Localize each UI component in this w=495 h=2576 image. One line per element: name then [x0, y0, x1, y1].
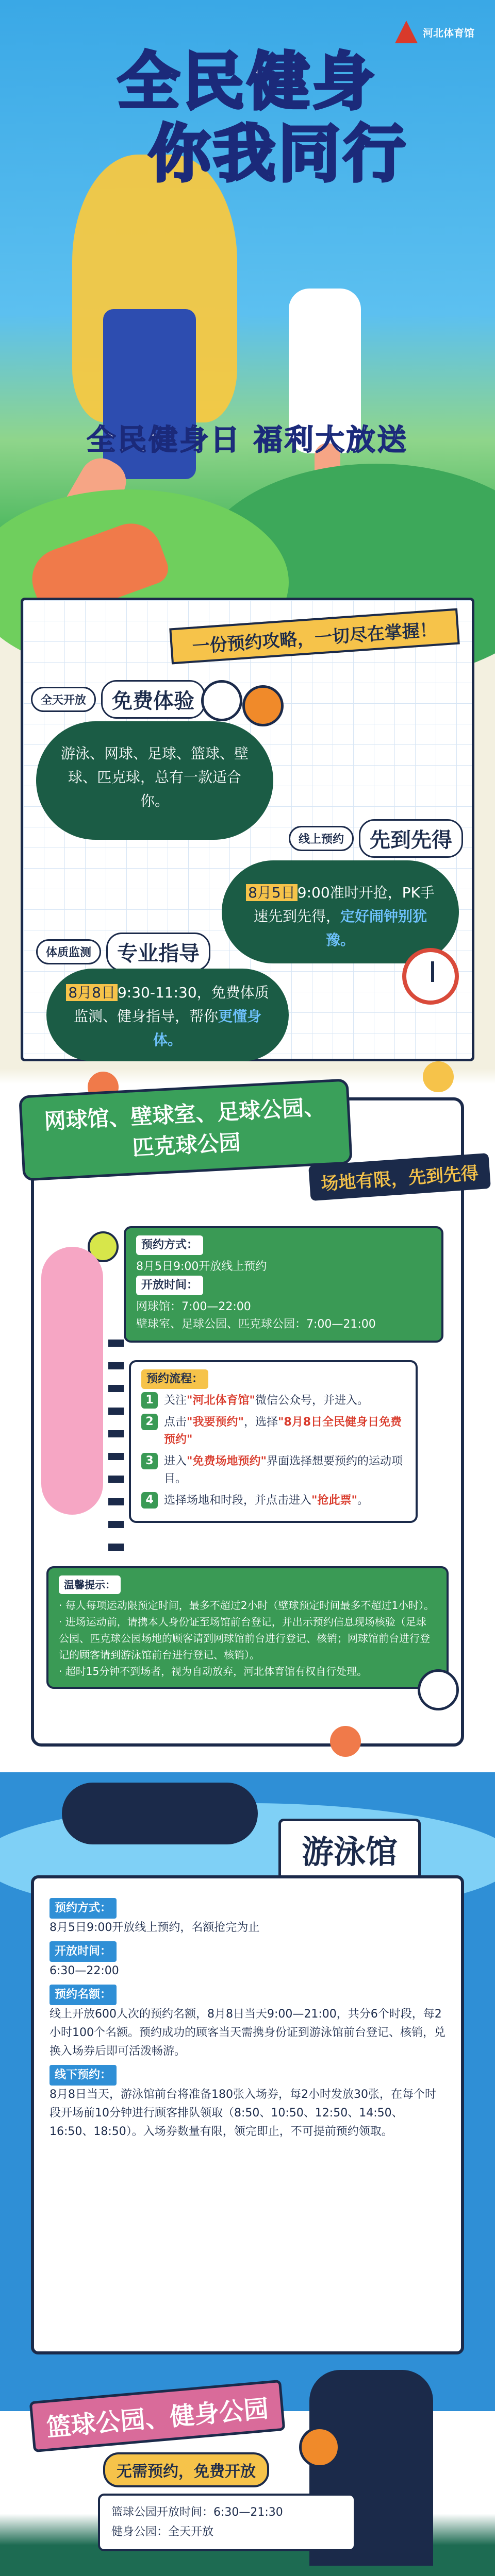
courts-section-title: 网球馆、壁球室、足球公园、匹克球公园	[19, 1078, 353, 1181]
checkup-background	[0, 2566, 495, 2576]
book-body-link: 定好闹钟别犹豫。	[325, 908, 427, 948]
hero-title	[31, 46, 464, 191]
courts-tip: · 每人每项运动限预定时间，最多不超过2小时（壁球预定时间最多不超过1小时）。	[59, 1599, 435, 1612]
logo	[395, 21, 474, 43]
courts-step	[141, 1392, 405, 1410]
courts-step	[141, 1453, 405, 1488]
courts-booking-method: 8月5日9:00开放线上预约	[136, 1260, 267, 1273]
book-cloud	[222, 860, 459, 963]
step-number: 1	[141, 1392, 158, 1409]
swim-offline-label: 线下预约：	[50, 2065, 117, 2086]
step-text: 选择场地和时段，并点击进入	[164, 1494, 312, 1507]
step-text: ，选择	[243, 1416, 278, 1429]
park-free-tag: 无需预约，免费开放	[103, 2452, 269, 2487]
swim-offline: 8月8日当天，游泳馆前台将准备180张入场券，每2小时发放30张，在每个时段开场前10分钟进行顾客排队领取（8:50、10:50、12:50、14:50、16:50、18:50）。入场券数量有限，领完即止，不可提前预约领取。	[50, 2088, 436, 2138]
check-body: 9:30-11:30，免费体质监测、健身指导，帮你	[73, 984, 269, 1025]
courts-booking-label: 预约方式：	[136, 1235, 203, 1255]
step-highlight: "免费场地预约"	[187, 1455, 267, 1468]
check-date: 8月8日	[66, 984, 118, 1001]
flower-decoration	[330, 1726, 361, 1757]
swim-quota: 线上开放600人次的预约名额，8月8日当天9:00—21:00，共分6个时段，每2小时100个名额。预约成功的顾客当天需携身份证到游泳馆前台登记、核销，兑换入场券后即可活泼畅游。	[50, 2008, 446, 2058]
book-tag	[289, 819, 463, 858]
hero-title-line2: 你我同行	[148, 118, 408, 190]
hero-subtitle-text: 全民健身日 福利大放送	[87, 423, 408, 457]
swim-section-title: 游泳馆	[278, 1819, 421, 1880]
park-section-title: 篮球公园、健身公园	[29, 2380, 286, 2452]
free-cloud	[36, 721, 273, 840]
check-cloud	[46, 969, 289, 1061]
check-tag-big: 专业指导	[106, 933, 210, 971]
park-time-1: 篮球公园开放时间：6:30—21:30	[111, 2506, 283, 2519]
logo-text: 河北体育馆	[423, 26, 474, 39]
hero-title-line1: 全民健身	[118, 46, 377, 118]
step-text: 。	[357, 1494, 369, 1507]
book-tag-small: 线上预约	[289, 826, 354, 851]
soccer-ball-icon	[418, 1669, 459, 1710]
book-body: 9:00准时开抢，PK手速先到先得，	[253, 884, 435, 925]
check-tag	[36, 933, 210, 971]
swim-open: 6:30—22:00	[50, 1964, 119, 1977]
notebook-rings	[108, 1340, 124, 1566]
overview-banner-text: 一份预约攻略，一切尽在掌握！	[191, 619, 438, 657]
check-tag-small: 体质监测	[36, 939, 101, 964]
soccer-ball-icon	[201, 680, 242, 721]
courts-tip: · 超时15分钟不到场者，视为自动放弃，河北体育馆有权自行处理。	[59, 1665, 368, 1677]
step-text: 界面选择想要预约的运动项目。	[164, 1455, 403, 1485]
free-tag	[31, 680, 205, 719]
step-number: 3	[141, 1453, 158, 1469]
step-highlight: "河北体育馆"	[187, 1394, 255, 1407]
step-highlight: "8月8日全民健身日免费预约"	[164, 1416, 402, 1446]
tennis-player-illustration	[41, 1247, 103, 1515]
step-text: 点击	[164, 1416, 187, 1429]
courts-process-label: 预约流程：	[141, 1369, 208, 1389]
courts-tips-note	[46, 1566, 449, 1689]
basketball-icon	[242, 685, 284, 726]
hero-subtitle	[31, 417, 464, 459]
swim-info-card	[31, 1875, 464, 2354]
courts-tip: · 进场运动前，请携本人身份证至场馆前台登记，并出示预约信息现场核验（足球公园、匹克球公园场地的顾客请到网球馆前台进行登记、核销；网球馆前台进行登记的顾客请到游泳馆前台进行登记、核销）。	[59, 1616, 430, 1661]
free-tag-small: 全天开放	[31, 687, 96, 712]
step-text: 关注	[164, 1394, 187, 1407]
swimmer-illustration	[62, 1783, 258, 1844]
courts-booking-note	[124, 1226, 443, 1343]
step-highlight: "抢此票"	[311, 1494, 357, 1507]
courts-open-time-2: 壁球室、足球公园、匹克球公园：7:00—21:00	[136, 1318, 376, 1331]
book-date: 8月5日	[246, 884, 298, 901]
book-tag-big: 先到先得	[359, 819, 463, 858]
courts-tips-label: 温馨提示：	[59, 1575, 121, 1594]
step-highlight: "我要预约"	[187, 1416, 244, 1429]
courts-step	[141, 1414, 405, 1449]
step-number: 4	[141, 1492, 158, 1509]
courts-section-tag: 场地有限，先到先得	[308, 1153, 491, 1201]
flower-decoration	[423, 1061, 454, 1092]
basketball-icon	[299, 2427, 340, 2468]
check-body-link: 更懂身体。	[153, 1008, 262, 1048]
logo-mark-icon	[395, 21, 418, 43]
alarm-clock-icon	[402, 948, 459, 1005]
swim-quota-label: 预约名额：	[50, 1985, 117, 2005]
park-time-2: 健身公园：全天开放	[111, 2526, 214, 2538]
free-tag-big: 免费体验	[101, 680, 205, 719]
free-body: 游泳、网球、足球、篮球、壁球、匹克球，总有一款适合你。	[60, 745, 249, 809]
step-text: 进入	[164, 1455, 187, 1468]
swim-method: 8月5日9:00开放线上预约，名额抢完为止	[50, 1921, 260, 1934]
step-text: 微信公众号，并进入。	[255, 1394, 369, 1407]
courts-open-label: 开放时间：	[136, 1276, 203, 1295]
step-number: 2	[141, 1414, 158, 1430]
courts-process-note	[129, 1360, 418, 1523]
courts-step	[141, 1492, 405, 1510]
park-time-card	[98, 2494, 356, 2551]
swim-method-label: 预约方式：	[50, 1898, 117, 1919]
swim-open-label: 开放时间：	[50, 1941, 117, 1962]
courts-open-time-1: 网球馆：7:00—22:00	[136, 1300, 251, 1313]
